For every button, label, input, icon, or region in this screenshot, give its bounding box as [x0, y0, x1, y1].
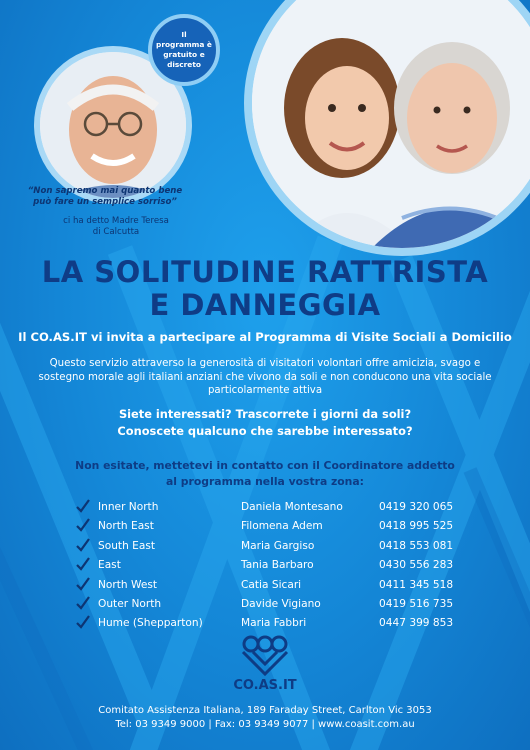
contact-region: Hume (Shepparton)	[98, 617, 203, 630]
contact-phone: 0411 345 518	[379, 578, 454, 591]
contact-region: North East	[98, 520, 154, 533]
contact-row	[70, 538, 470, 557]
contact-phone: 0419 320 065	[379, 501, 454, 513]
contact-row	[70, 499, 470, 518]
free-program-badge	[148, 14, 220, 86]
contact-region: Outer North	[98, 597, 162, 610]
quote-text: “Non sapremo mai quanto bene può fare un semplice sorriso”	[27, 186, 183, 207]
checkmark-icon	[76, 596, 90, 610]
contact-intro-line1: Non esitate, mettetevi in contatto con il Coordinatore addetto	[75, 459, 455, 472]
quote-attribution	[36, 216, 196, 238]
contact-phone: 0430 556 283	[379, 559, 454, 572]
question-line2: Conoscete qualcuno che sarebbe interessato?	[117, 424, 413, 438]
contact-region: North West	[98, 578, 158, 591]
contact-name: Catia Sicari	[241, 578, 302, 591]
checkmark-icon	[76, 615, 90, 629]
contact-row	[70, 518, 470, 537]
description: Questo servizio attraverso la generosità di visitatori volontari offre amicizia, svago e sostegno morale agli italiani anziani che vivono da soli e non conducono una vita sociale particolarmente attiva	[38, 358, 492, 396]
contact-list	[70, 499, 470, 635]
footer-address: Comitato Assistenza Italiana, 189 Faraday Street, Carlton Vic 3053	[98, 705, 432, 716]
contact-row	[70, 557, 470, 576]
contact-intro-line2: al programma nella vostra zona:	[166, 475, 364, 488]
contact-name: Daniela Montesano	[241, 501, 343, 513]
checkmark-icon	[76, 577, 90, 591]
contact-name: Maria Fabbri	[241, 617, 307, 630]
badge-text: Il programma è gratuito e discreto	[156, 30, 212, 69]
contact-phone: 0418 995 525	[379, 520, 454, 533]
headline-line2: E DANNEGGIA	[149, 288, 381, 322]
contact-name: Tania Barbaro	[241, 559, 314, 572]
coasit-logo-icon	[237, 632, 293, 676]
contact-name: Davide Vigiano	[241, 597, 321, 610]
contact-region: South East	[98, 539, 156, 552]
headline-line1: LA SOLITUDINE RATTRISTA	[41, 255, 489, 289]
checkmark-icon	[76, 499, 90, 513]
footer-contact: Tel: 03 9349 9000 | Fax: 03 9349 9077 | www.coasit.com.au	[115, 719, 415, 730]
contact-row	[70, 577, 470, 596]
contact-name: Maria Gargiso	[241, 539, 315, 552]
quote-attribution-line1: ci ha detto Madre Teresa	[63, 216, 169, 226]
checkmark-icon	[76, 538, 90, 552]
checkmark-icon	[76, 557, 90, 571]
contact-name: Filomena Adem	[241, 520, 323, 533]
subheading: Il CO.AS.IT vi invita a partecipare al Programma di Visite Sociali a Domicilio	[18, 330, 512, 344]
checkmark-icon	[76, 518, 90, 532]
contact-phone: 0418 553 081	[379, 539, 454, 552]
contact-region: Inner North	[98, 501, 159, 513]
contact-row	[70, 596, 470, 615]
coasit-logo-text: CO.AS.IT	[233, 678, 297, 693]
contact-region: East	[98, 559, 121, 572]
contact-phone: 0419 516 735	[379, 597, 454, 610]
quote-attribution-line2: di Calcutta	[92, 227, 140, 237]
question-line1: Siete interessati? Trascorrete i giorni da soli?	[118, 407, 412, 421]
contact-phone: 0447 399 853	[379, 617, 454, 630]
